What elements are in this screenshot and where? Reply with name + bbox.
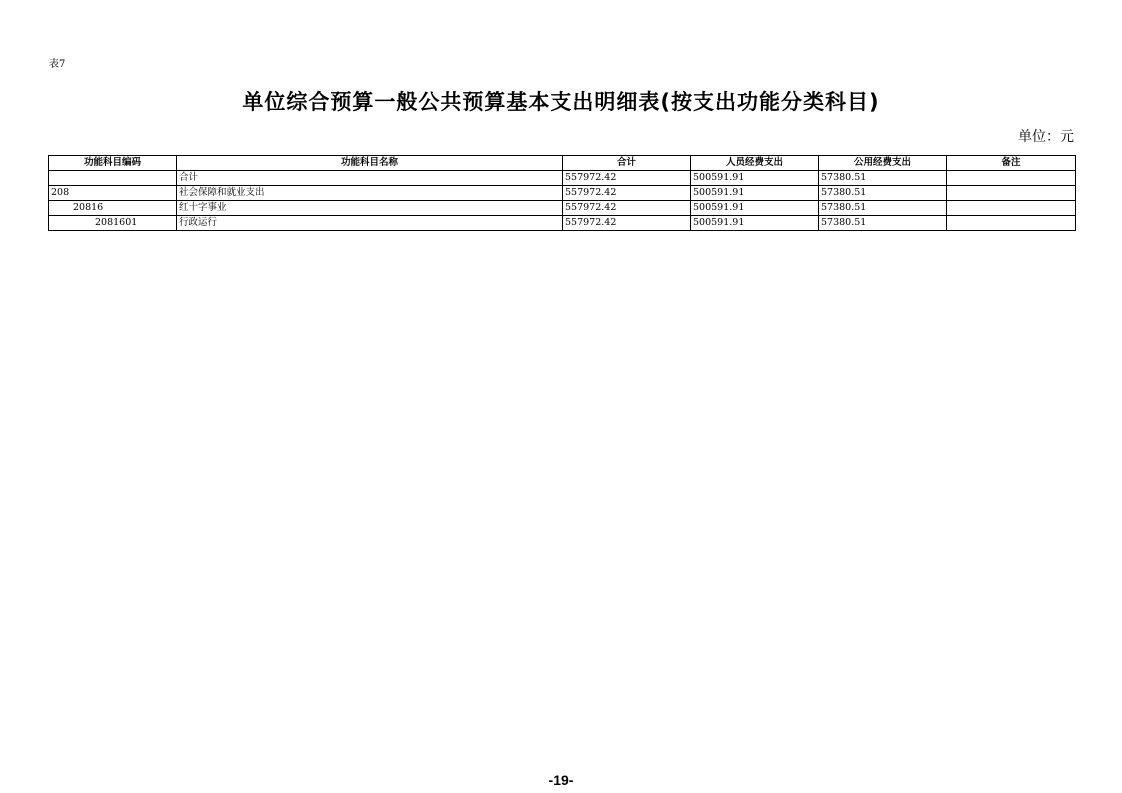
cell-code: 208 [49,186,177,201]
cell-total: 557972.42 [563,186,691,201]
cell-total: 557972.42 [563,171,691,186]
cell-code: 20816 [49,201,177,216]
header-public-expense: 公用经费支出 [819,156,947,171]
cell-note [947,171,1076,186]
cell-note [947,216,1076,231]
cell-public: 57380.51 [819,186,947,201]
cell-name: 红十字事业 [177,201,563,216]
table-row [49,216,1076,231]
page-number: -19- [548,772,574,788]
table-row [49,201,1076,216]
header-total: 合计 [563,156,691,171]
table-number-label: 表7 [49,59,66,70]
table-row [49,186,1076,201]
cell-name: 合计 [177,171,563,186]
header-note: 备注 [947,156,1076,171]
cell-total: 557972.42 [563,216,691,231]
cell-name: 行政运行 [177,216,563,231]
table-row [49,171,1076,186]
cell-note [947,201,1076,216]
cell-note [947,186,1076,201]
cell-total: 557972.42 [563,201,691,216]
currency-unit-label: 单位：元 [1018,129,1074,145]
cell-name: 社会保障和就业支出 [177,186,563,201]
header-function-code: 功能科目编码 [49,156,177,171]
header-function-name: 功能科目名称 [177,156,563,171]
cell-personnel: 500591.91 [691,216,819,231]
expenditure-detail-table [48,155,1076,231]
cell-personnel: 500591.91 [691,171,819,186]
cell-code: 2081601 [49,216,177,231]
cell-public: 57380.51 [819,216,947,231]
table-header-row [49,156,1076,171]
cell-personnel: 500591.91 [691,201,819,216]
cell-public: 57380.51 [819,201,947,216]
document-title: 单位综合预算一般公共预算基本支出明细表(按支出功能分类科目) [242,90,880,114]
header-personnel-expense: 人员经费支出 [691,156,819,171]
cell-personnel: 500591.91 [691,186,819,201]
cell-code [49,171,177,186]
cell-public: 57380.51 [819,171,947,186]
